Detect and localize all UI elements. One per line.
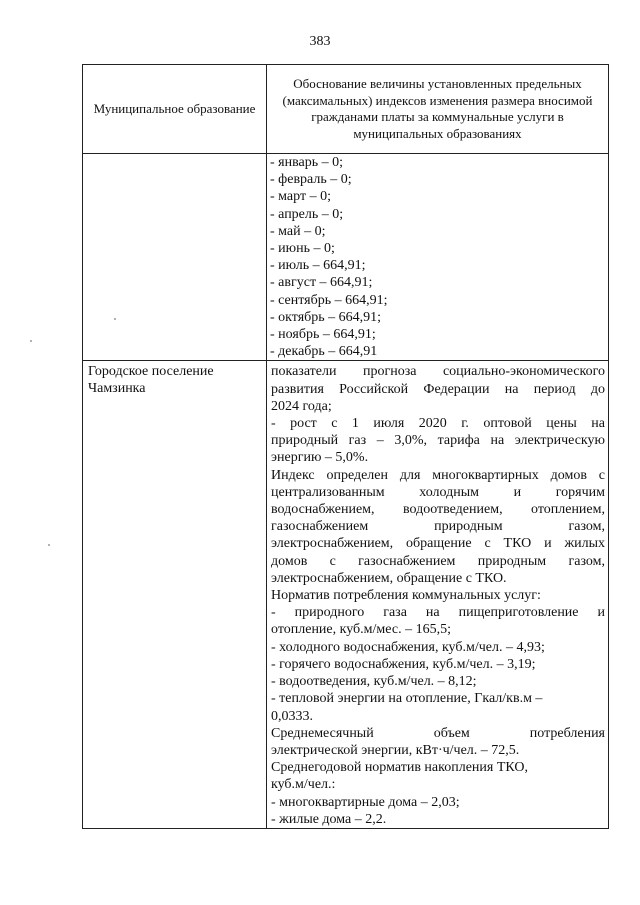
text-line: - водоотведения, куб.м/чел. – 8,12; <box>271 674 477 690</box>
text-line: отопление, куб.м/мес. – 165,5; <box>271 622 451 638</box>
header-justification: Обоснование величины установленных предельных (максимальных) индексов изменения размера вносимой гражданами платы за коммунальные услуги в муниципальных образованиях <box>267 65 609 154</box>
municipality-cell-empty <box>83 154 267 361</box>
month-item: - июль – 664,91; <box>270 258 366 274</box>
text-line: - природного газа на пищеприготовление и <box>271 605 605 621</box>
table-row <box>83 154 609 361</box>
text-line: куб.м/чел.: <box>271 777 336 793</box>
table-row <box>83 361 609 828</box>
text-line: Среднемесячный объем потребления <box>271 725 605 741</box>
month-list <box>267 154 608 360</box>
month-item: - август – 664,91; <box>270 275 373 291</box>
month-item: - март – 0; <box>270 189 331 205</box>
text-line: централизованным холодным и горячим <box>271 484 605 500</box>
text-line: - горячего водоснабжения, куб.м/чел. – 3,19; <box>271 656 536 672</box>
text-line: - многоквартирные дома – 2,03; <box>271 794 460 810</box>
month-item: - декабрь – 664,91 <box>270 344 378 360</box>
text-line: электрической энергии, кВт·ч/чел. – 72,5. <box>271 742 520 758</box>
months-cell <box>267 154 609 361</box>
municipality-name: Городское поселение Чамзинка <box>88 364 214 397</box>
scan-speck <box>48 544 50 546</box>
text-line: домов с газоснабжением природным газом, <box>271 553 605 569</box>
text-line: 2024 года; <box>271 398 332 414</box>
text-line: 0,0333. <box>271 708 313 724</box>
month-item: - октябрь – 664,91; <box>270 309 382 325</box>
scan-speck <box>30 340 32 342</box>
text-line: Среднегодовой норматив накопления ТКО, <box>271 760 528 776</box>
text-line: газоснабжением природным газом, <box>271 519 605 535</box>
month-item: - сентябрь – 664,91; <box>270 292 388 308</box>
text-line: электроснабжением, обращение с ТКО. <box>271 570 507 586</box>
text-line: Норматив потребления коммунальных услуг: <box>271 588 541 604</box>
indices-table <box>82 64 609 829</box>
month-item: - январь – 0; <box>270 155 344 170</box>
justification-cell <box>267 361 609 828</box>
municipality-cell <box>83 361 267 828</box>
header-municipality: Муниципальное образование <box>83 65 267 154</box>
month-item: - ноябрь – 664,91; <box>270 327 376 343</box>
text-line: энергию – 5,0%. <box>271 450 369 466</box>
text-line: природный газ – 3,0%, тарифа на электрическую <box>271 433 605 449</box>
text-line: - жилые дома – 2,2. <box>271 811 387 827</box>
text-line: развития Российской Федерации на период до <box>271 381 605 397</box>
month-item: - июнь – 0; <box>270 241 335 257</box>
text-line: - тепловой энергии на отопление, Гкал/кв.м – <box>271 691 543 707</box>
text-line: - холодного водоснабжения, куб.м/чел. – 4,93; <box>271 639 545 655</box>
text-line: - рост с 1 июля 2020 г. оптовой цены на <box>271 416 605 432</box>
text-line: Индекс определен для многоквартирных домов с <box>271 467 605 483</box>
table-header-row <box>83 65 609 154</box>
month-item: - февраль – 0; <box>270 172 352 188</box>
month-item: - май – 0; <box>270 223 326 239</box>
page-number: 383 <box>309 34 331 49</box>
month-item: - апрель – 0; <box>270 206 344 222</box>
text-line: показатели прогноза социально-экономического <box>271 364 605 380</box>
text-line: электроснабжением, обращение с ТКО и жилых <box>271 536 605 552</box>
scan-speck <box>114 318 116 320</box>
text-line: водоснабжением, водоотведением, отоплением, <box>271 502 605 518</box>
justification-text <box>267 361 608 827</box>
